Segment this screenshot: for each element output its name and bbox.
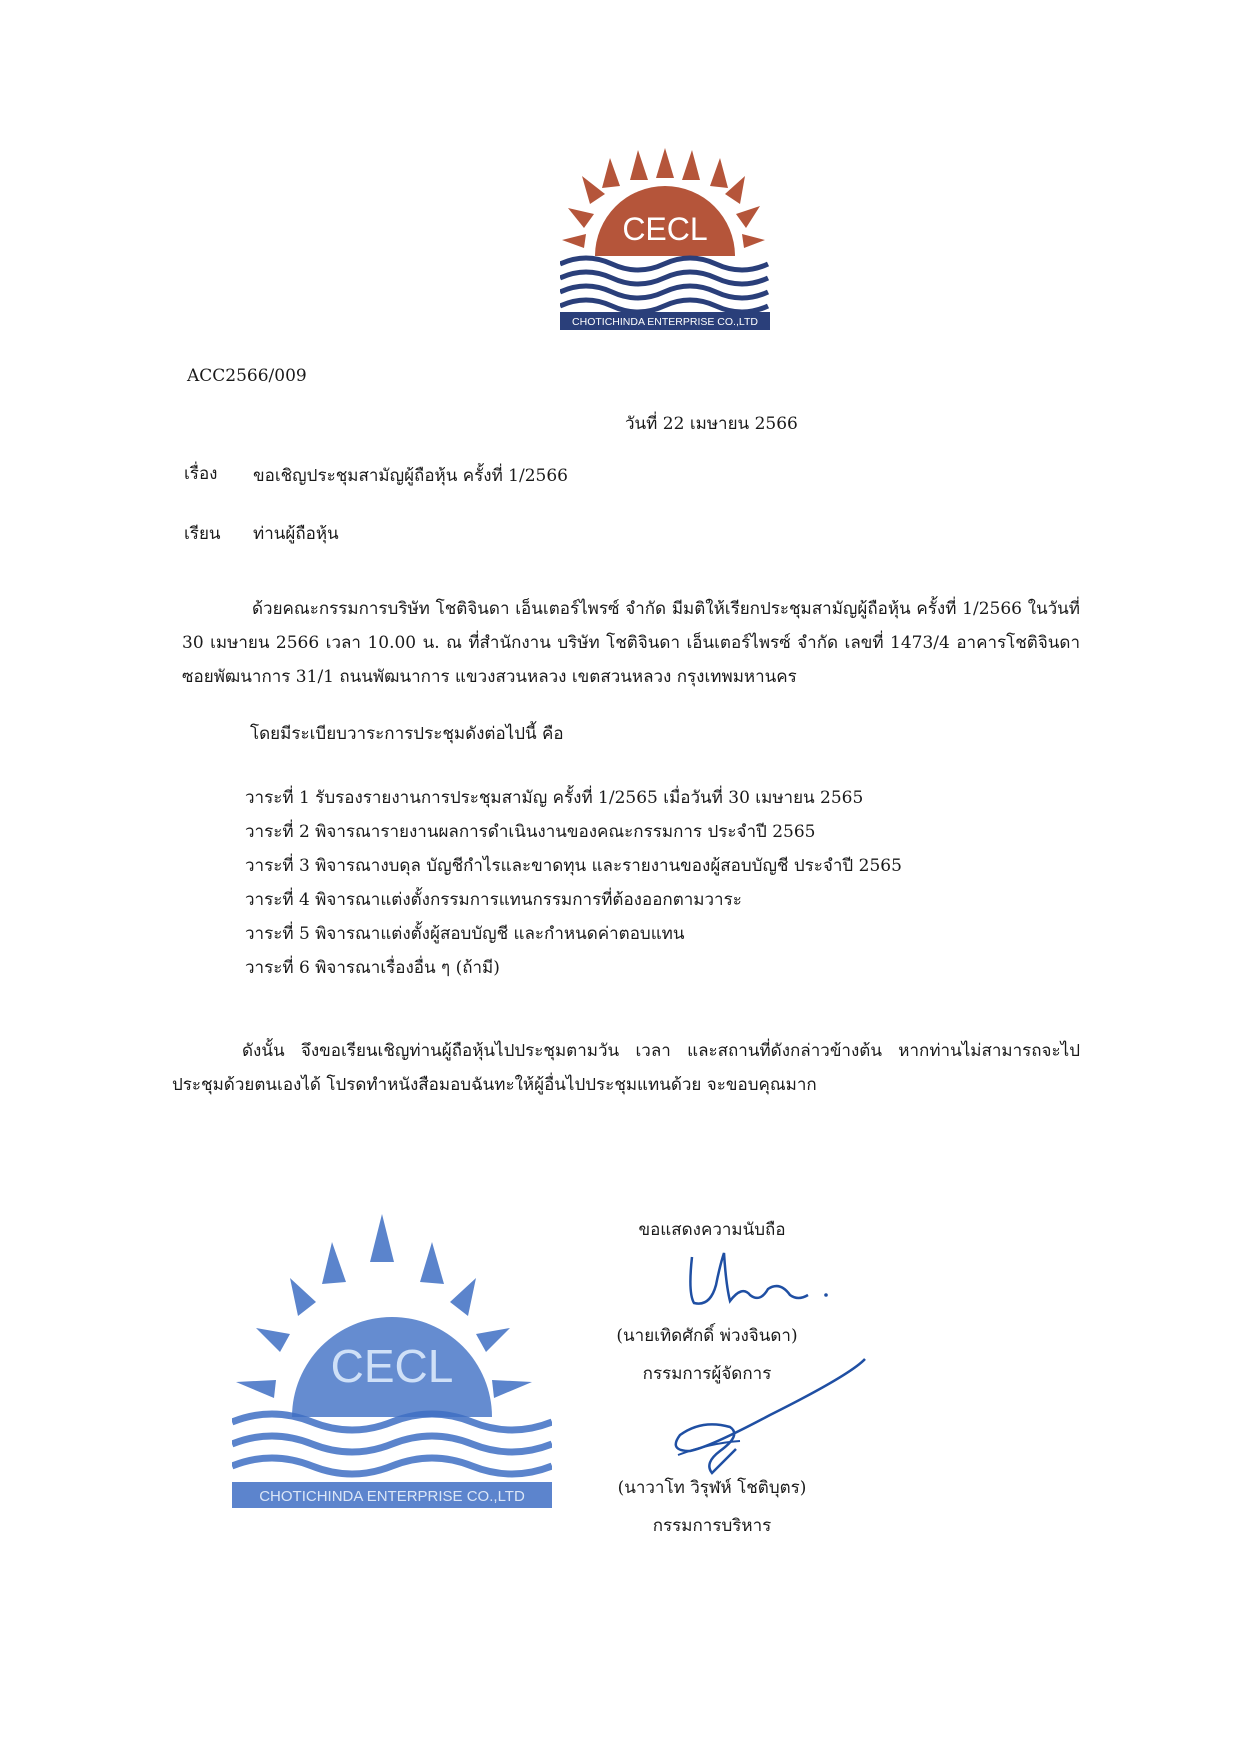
stamp-logo-text: CECL <box>330 1340 454 1392</box>
agenda-list <box>245 781 902 985</box>
signatory-1-name: (นายเทิดศักดิ์ พ่วงจินดา) <box>616 1326 798 1346</box>
agenda-intro: โดยมีระเบียบวาระการประชุมดังต่อไปนี้ คือ <box>250 724 564 744</box>
reference-number: ACC2566/009 <box>187 366 307 386</box>
body-paragraph-1: ด้วยคณะกรรมการบริษัท โชติจินดา เอ็นเตอร์ไพรซ์ จำกัด มีมติให้เรียกประชุมสามัญผู้ถือหุ้น ครั้งที่ 1/2566 ในวันที่ 30 เมษายน 2566 เวลา 10.00 น. ณ ที่สำนักงาน บริษัท โชติจินดา เอ็นเตอร์ไพรซ์ จำกัด เลขที่ 1473/4 อาคารโชติจินดา ซอยพัฒนาการ 31/1 ถนนพัฒนาการ แขวงสวนหลวง เขตสวนหลวง กรุงเทพมหานคร <box>182 599 1080 687</box>
agenda-item: วาระที่ 4 พิจารณาแต่งตั้งกรรมการแทนกรรมการที่ต้องออกตามวาระ <box>245 890 742 910</box>
stamp-banner: CHOTICHINDA ENTERPRISE CO.,LTD <box>259 1488 525 1505</box>
signature-2 <box>650 1355 880 1485</box>
signatory-2-name: (นาวาโท วิรุฬห์ โชติบุตร) <box>617 1478 807 1498</box>
closing: ขอแสดงความนับถือ <box>638 1220 786 1240</box>
logo-text: CECL <box>622 211 708 247</box>
signature-1 <box>680 1245 840 1315</box>
company-stamp <box>232 1212 552 1512</box>
body-paragraph-2: ดังนั้น จึงขอเรียนเชิญท่านผู้ถือหุ้นไปประชุมตามวัน เวลา และสถานที่ดังกล่าวข้างต้น หากท่านไม่สามารถจะไปประชุมด้วยตนเองได้ โปรดทำหนังสือมอบฉันทะให้ผู้อื่นไปประชุมแทนด้วย จะขอบคุณมาก <box>172 1041 1080 1095</box>
recipient: ท่านผู้ถือหุ้น <box>253 524 339 544</box>
agenda-item: วาระที่ 2 พิจารณารายงานผลการดำเนินงานของคณะกรรมการ ประจำปี 2565 <box>245 822 816 842</box>
agenda-item: วาระที่ 3 พิจารณางบดุล บัญชีกำไรและขาดทุน และรายงานของผู้สอบบัญชี ประจำปี 2565 <box>245 856 902 876</box>
subject-label: เรื่อง <box>184 464 218 484</box>
signatory-2-title: กรรมการบริหาร <box>652 1516 772 1536</box>
agenda-item: วาระที่ 6 พิจารณาเรื่องอื่น ๆ (ถ้ามี) <box>245 958 500 978</box>
letter-date: วันที่ 22 เมษายน 2566 <box>625 414 798 434</box>
agenda-item: วาระที่ 1 รับรองรายงานการประชุมสามัญ ครั้งที่ 1/2565 เมื่อวันที่ 30 เมษายน 2565 <box>245 788 864 808</box>
to-label: เรียน <box>184 524 221 544</box>
logo-banner: CHOTICHINDA ENTERPRISE CO.,LTD <box>572 316 758 328</box>
company-logo <box>560 148 770 333</box>
subject: ขอเชิญประชุมสามัญผู้ถือหุ้น ครั้งที่ 1/2566 <box>253 466 568 486</box>
agenda-item: วาระที่ 5 พิจารณาแต่งตั้งผู้สอบบัญชี และกำหนดค่าตอบแทน <box>245 924 685 944</box>
signatory-1-title: กรรมการผู้จัดการ <box>642 1364 772 1384</box>
waves <box>560 258 768 312</box>
